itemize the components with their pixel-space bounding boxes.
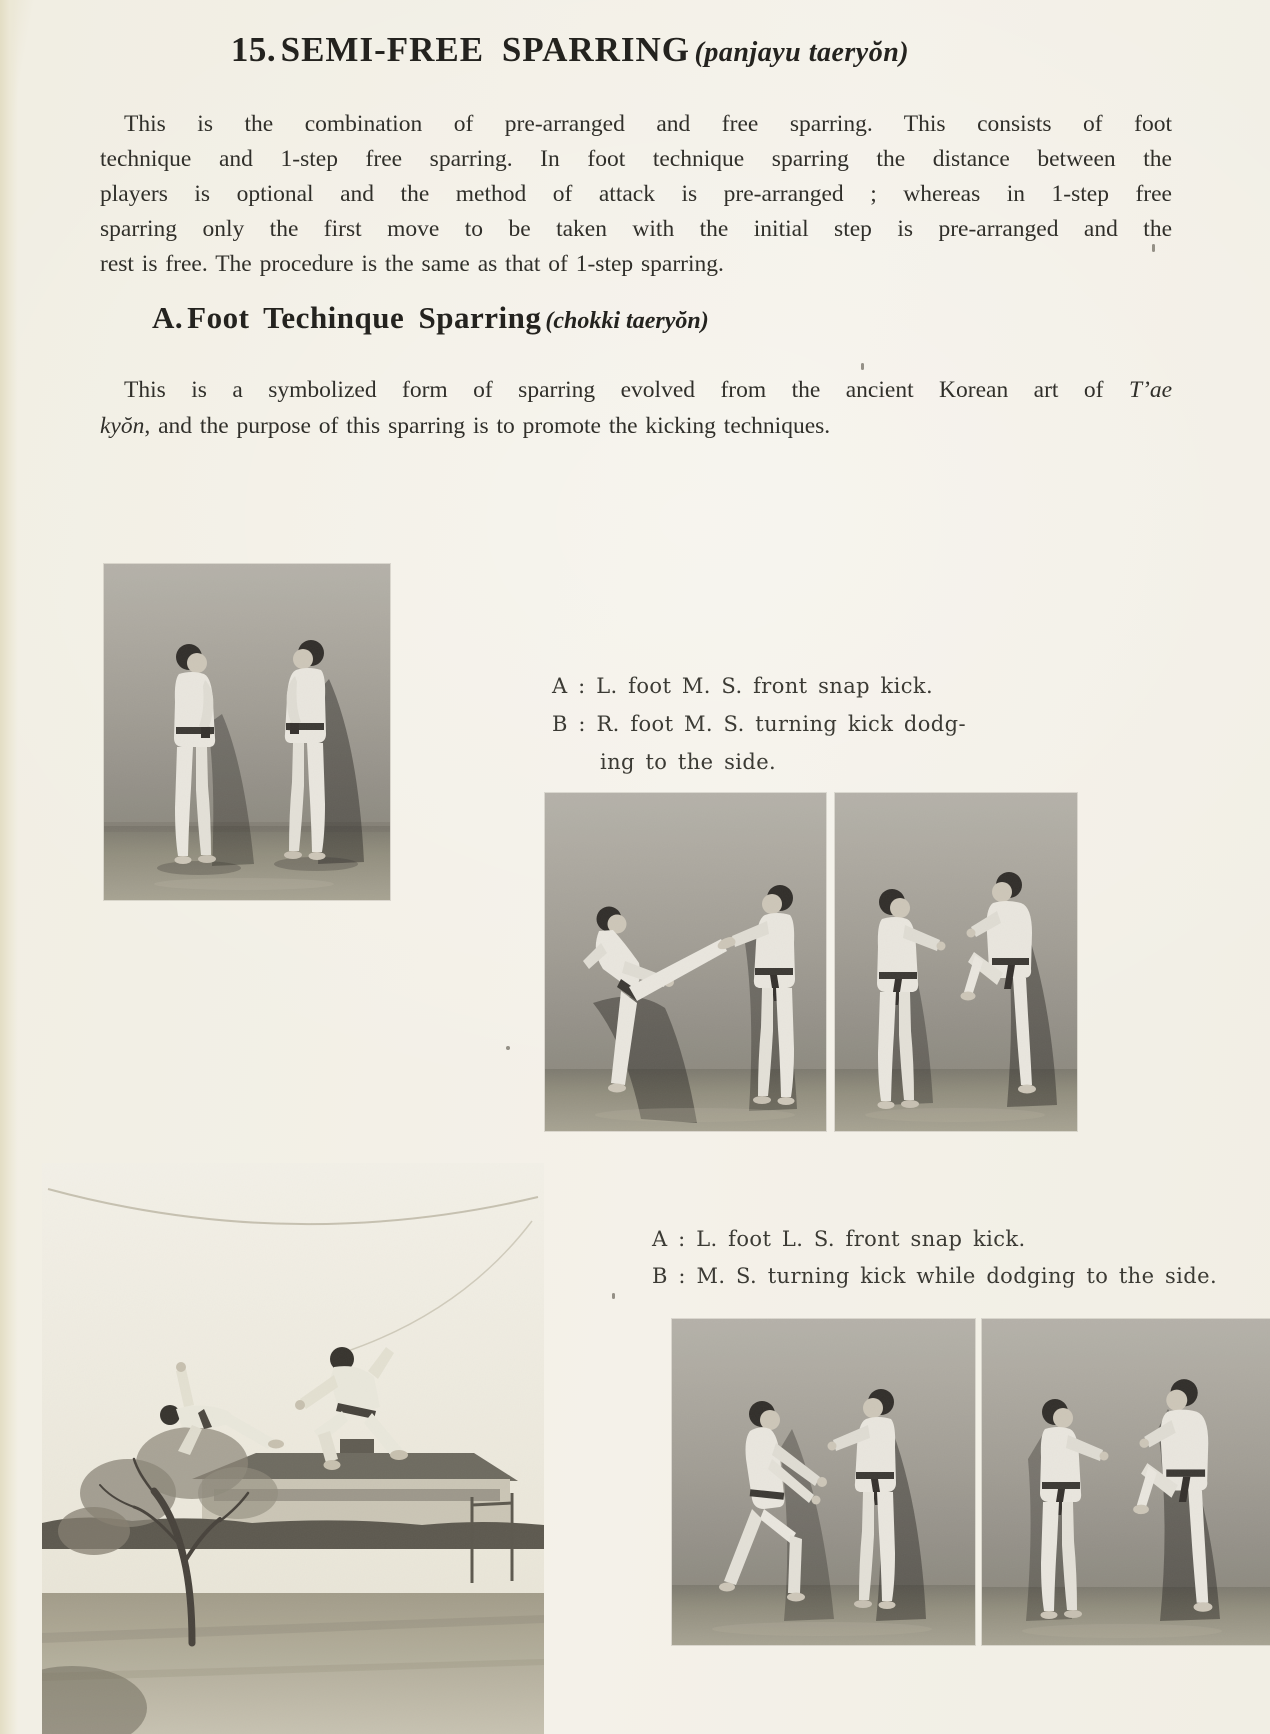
photo-knee-raise-dodge [835,793,1077,1131]
page-edge-shading [0,0,18,1734]
body-line-1-text: This is a symbolized form of sparring evolved from the ancient Korean art of [124,377,1104,403]
subsection-letter: A. [152,300,184,335]
intro-line: sparring only the first move to be taken with the initial step is pre-arranged and the [100,216,1172,242]
subsection-title-text: Foot Techinque Sparring [187,300,542,335]
intro-paragraph [100,107,1172,282]
subsection-romanization: (chokki taeryŏn) [545,308,709,334]
scan-speck [612,1293,615,1299]
caption-line-b: B : M. S. turning kick while dodging to the side. [652,1264,1218,1288]
photo-high-side-kick [545,793,826,1131]
section-title [0,30,1140,70]
body-line [100,372,1172,408]
caption-line-b: B : R. foot M. S. turning kick dodg- [552,712,966,736]
subsection-paragraph [100,372,1172,444]
scan-speck [861,363,864,370]
photo-step-in-spar [672,1319,975,1645]
caption-one-step [652,1221,1252,1295]
scan-speck [1152,244,1155,252]
subsection-heading [152,300,709,336]
section-title-romanization: (panjayu taeryŏn) [694,37,910,68]
intro-line: technique and 1-step free sparring. In foot technique sparring the distance between the [100,146,1172,172]
caption-foot-technique [552,667,1032,781]
photo-knee-chamber [982,1319,1270,1645]
caption-line-a: A : L. foot L. S. front snap kick. [652,1227,1026,1251]
caption-line-a: A : L. foot M. S. front snap kick. [552,674,934,698]
section-number: 15. [230,30,277,69]
intro-line: players is optional and the method of attack is pre-arranged ; whereas in 1-step free [100,181,1172,207]
kyon-italic: kyŏn [100,413,145,439]
body-line-2-text: , and the purpose of this sparring is to promote the kicking techniques. [144,413,831,439]
intro-line: rest is free. The procedure is the same as that of 1-step sparring. [100,251,724,277]
body-line [100,408,1172,444]
t-ae-italic: T’ae [1128,377,1173,403]
section-title-text: SEMI-FREE SPARRING [280,30,691,69]
scan-speck [506,1046,510,1050]
intro-line: This is the combination of pre-arranged and free sparring. This consists of foot [124,111,1172,137]
caption-line-b-continued: ing to the side. [600,750,777,774]
photo-flying-kicks-outdoor [42,1163,544,1734]
photo-facing-stance [104,564,390,900]
